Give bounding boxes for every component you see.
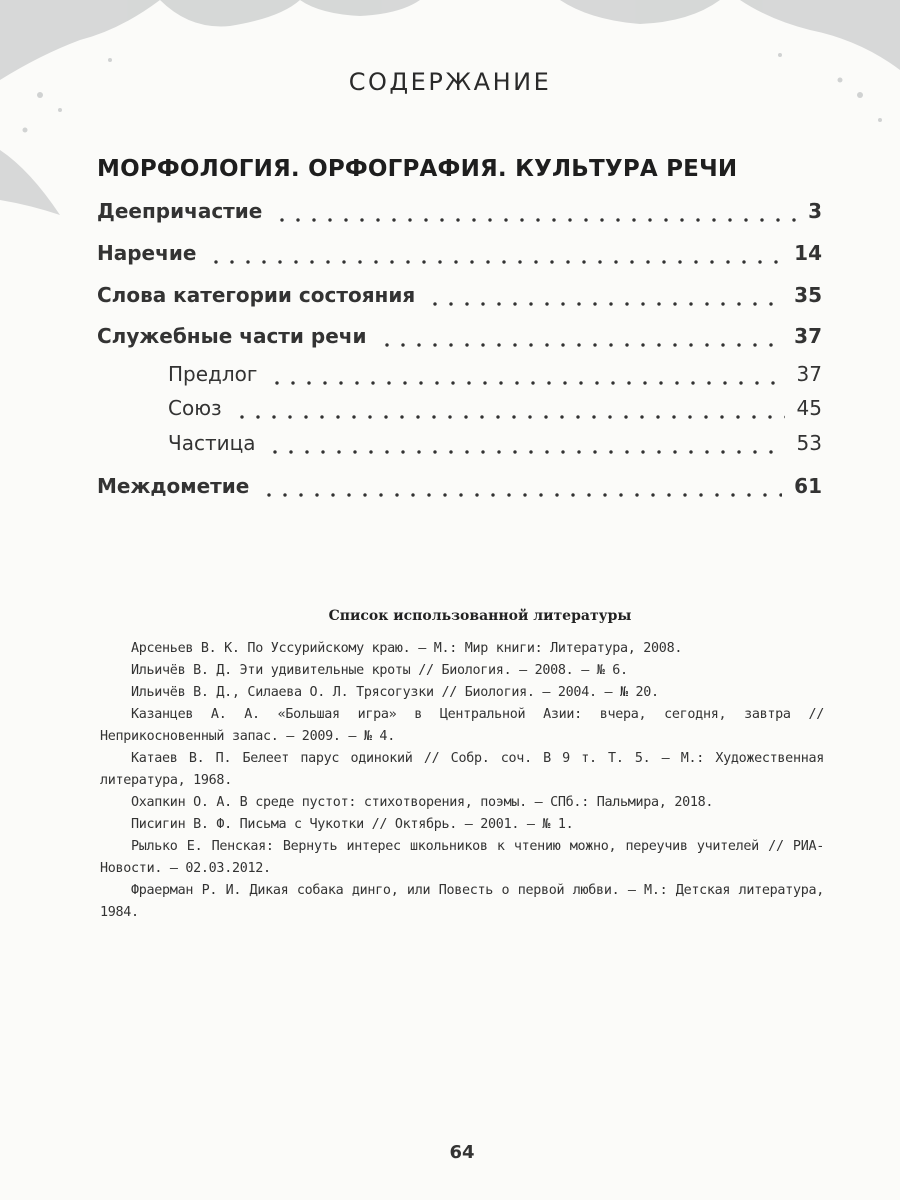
- toc-entry-label: Слова категории состояния: [97, 283, 416, 307]
- toc-entry-label: Союз: [168, 396, 222, 420]
- toc-entry-page: 45: [796, 396, 822, 420]
- toc-leader-dots: [261, 493, 782, 497]
- toc-entry-label: Наречие: [97, 241, 197, 265]
- toc-entry-page: 37: [794, 324, 822, 348]
- toc-entry-page: 14: [794, 241, 822, 265]
- toc-entry-page: 3: [808, 199, 822, 223]
- section-title: МОРФОЛОГИЯ. ОРФОГРАФИЯ. КУЛЬТУРА РЕЧИ: [97, 156, 738, 182]
- toc-entry-label: Предлог: [168, 362, 258, 386]
- page-title: СОДЕРЖАНИЕ: [348, 68, 552, 96]
- literature-list: [100, 638, 824, 924]
- literature-item: Охапкин О. А. В среде пустот: стихотворения, поэмы. — СПб.: Пальмира, 2018.: [131, 795, 714, 810]
- toc-leader-dots: [427, 302, 782, 306]
- toc-entry[interactable]: [97, 474, 822, 504]
- toc-entry-label: Частица: [168, 431, 256, 455]
- toc-entry-page: 37: [796, 362, 822, 386]
- toc-entry[interactable]: [97, 241, 822, 271]
- page-number: 64: [449, 1142, 475, 1163]
- toc-entry[interactable]: [168, 362, 822, 392]
- toc-entry[interactable]: [97, 199, 822, 229]
- literature-item: Писигин В. Ф. Письма с Чукотки // Октябрь. — 2001. — № 1.: [131, 817, 574, 832]
- toc-entry-label: Деепричастие: [97, 199, 263, 223]
- toc-entry[interactable]: [97, 283, 822, 313]
- toc-entry[interactable]: [97, 324, 822, 354]
- toc-entry-label: Служебные части речи: [97, 324, 367, 348]
- toc-entry-label: Междометие: [97, 474, 250, 498]
- toc-leader-dots: [208, 260, 782, 264]
- literature-item: Катаев В. П. Белеет парус одинокий // Собр. соч. В 9 т. Т. 5. — М.: Художественная литература, 1968.: [100, 751, 824, 788]
- literature-title: Список использованной литературы: [328, 608, 632, 624]
- toc-leader-dots: [234, 415, 785, 419]
- literature-item: Ильичёв В. Д. Эти удивительные кроты // Биология. — 2008. — № 6.: [131, 663, 628, 678]
- literature-item: Арсеньев В. К. По Уссурийскому краю. — М.: Мир книги: Литература, 2008.: [131, 641, 683, 656]
- toc-leader-dots: [379, 343, 783, 347]
- toc-entry-page: 53: [796, 431, 822, 455]
- toc-entry-page: 61: [794, 474, 822, 498]
- toc-entry[interactable]: [168, 431, 822, 461]
- toc-entry-page: 35: [794, 283, 822, 307]
- literature-item: Рылько Е. Пенская: Вернуть интерес школьников к чтению можно, переучив учителей // РИА-Новости. — 02.03.2012.: [100, 839, 824, 876]
- toc-entry[interactable]: [168, 396, 822, 426]
- literature-item: Казанцев А. А. «Большая игра» в Центральной Азии: вчера, сегодня, завтра // Неприкосновенный запас. — 2009. — № 4.: [100, 707, 824, 744]
- toc-leader-dots: [274, 218, 796, 222]
- literature-item: Ильичёв В. Д., Силаева О. Л. Трясогузки // Биология. — 2004. — № 20.: [131, 685, 659, 700]
- literature-item: Фраерман Р. И. Дикая собака динго, или Повесть о первой любви. — М.: Детская литература, 1984.: [100, 883, 824, 920]
- toc-leader-dots: [269, 381, 784, 385]
- toc-leader-dots: [267, 450, 784, 454]
